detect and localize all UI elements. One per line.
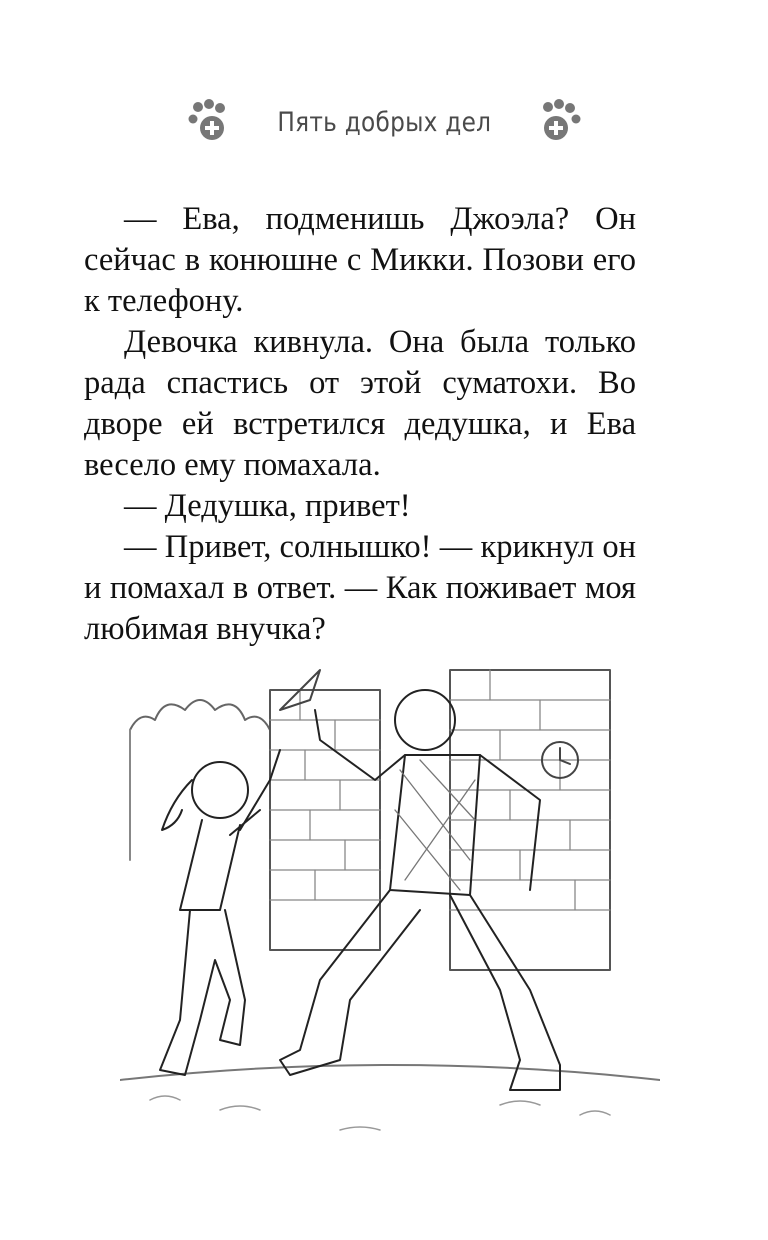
running-header-title: Пять добрых дел xyxy=(277,106,491,138)
paragraph: — Ева, подменишь Джоэла? Он сейчас в конюшне с Микки. Позови его к телефону. xyxy=(84,201,636,319)
illustration-girl-and-grandfather xyxy=(120,660,660,1150)
paw-print-icon xyxy=(184,97,234,147)
paragraph: — Привет, солнышко! — крикнул он и помахал в ответ. — Как поживает моя любимая внучка? xyxy=(84,529,636,647)
paragraph: — Дедушка, привет! xyxy=(124,488,411,524)
paragraph: Девочка кивнула. Она была только рада спастись от этой суматохи. Во дворе ей встретился дедушка, и Ева весело ему помахала. xyxy=(84,324,636,483)
running-header xyxy=(0,92,768,152)
paw-print-icon xyxy=(534,97,584,147)
body-text xyxy=(84,199,636,650)
